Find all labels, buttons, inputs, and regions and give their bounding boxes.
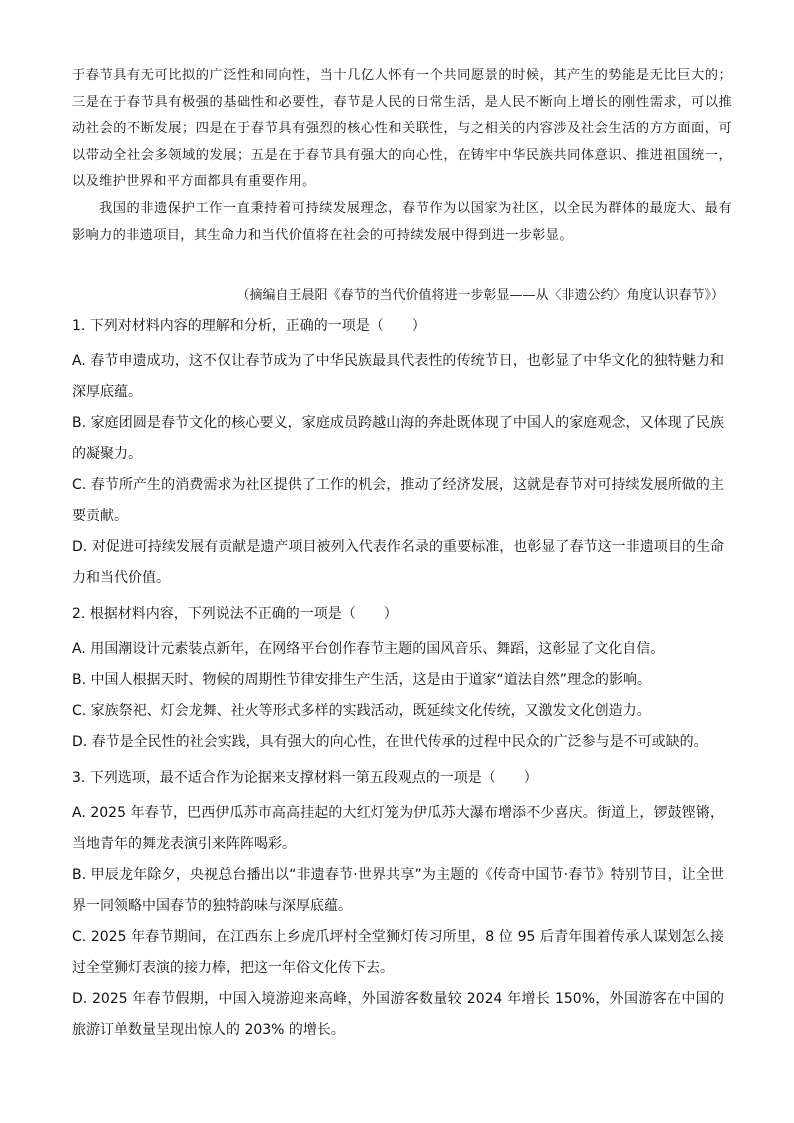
question-stem: 3. 下列选项，最不适合作为论据来支撑材料一第五段观点的一项是（ ）	[72, 770, 538, 786]
option-c: C. 2025 年春节期间，在江西东上乡虎爪坪村全堂狮灯传习所里，8 位 95 后青年围着传承人谋划怎么接过全堂狮灯表演的接力棒，把这一年俗文化传下去。	[72, 929, 724, 976]
passage-source-citation: （摘编自王晨阳《春节的当代价值将进一步彰显——从〈非遗公约〉角度认识春节》）	[236, 288, 724, 303]
option-b: B. 家庭团圆是春节文化的核心要义，家庭成员跨越山海的奔赴既体现了中国人的家庭观念，又体现了民族的凝聚力。	[72, 415, 724, 462]
question-1	[72, 315, 724, 594]
passage-paragraph: 我国的非遗保护工作一直秉持着可持续发展理念，春节作为以国家为社区，以全民为群体的最庞大、最有影响力的非遗项目，其生命力和当代价值将在社会的可持续发展中得到进一步彰显。	[72, 200, 732, 243]
question-stem: 1. 下列对材料内容的理解和分析，正确的一项是（ ）	[72, 318, 426, 334]
question-2	[72, 603, 724, 758]
question-3	[72, 767, 724, 1046]
option-d: D. 春节是全民性的社会实践，具有强大的向心性，在世代传承的过程中民众的广泛参与是不可或缺的。	[72, 734, 708, 750]
option-d: D. 2025 年春节假期，中国入境游迎来高峰，外国游客数量较 2024 年增长 150%，外国游客在中国的旅游订单数量呈现出惊人的 203% 的增长。	[72, 991, 724, 1038]
option-a: A. 春节申遗成功，这不仅让春节成为了中华民族最具代表性的传统节日，也彰显了中华文化的独特魅力和深厚底蕴。	[72, 353, 724, 400]
passage-paragraph: 于春节具有无可比拟的广泛性和同向性，当十几亿人怀有一个共同愿景的时候，其产生的势能是无比巨大的；三是在于春节具有极强的基础性和必要性，春节是人民的日常生活，是人民不断向上增长的刚性需求，可以推动社会的不断发展；四是在于春节具有强烈的核心性和关联性，与之相关的内容涉及社会生活的方方面面，可以带动全社会多领域的发展；五是在于春节具有强大的向心性，在铸牢中华民族共同体意识、推进祖国统一，以及维护世界和平方面都具有重要作用。	[72, 68, 732, 190]
option-b: B. 中国人根据天时、物候的周期性节律安排生产生活，这是由于道家“道法自然”理念的影响。	[72, 672, 652, 688]
option-b: B. 甲辰龙年除夕，央视总台播出以“非遗春节·世界共享”为主题的《传奇中国节·春节》特别节目，让全世界一同领略中国春节的独特韵味与深厚底蕴。	[72, 867, 724, 914]
option-c: C. 家族祭祀、灯会龙舞、社火等形式多样的实践活动，既延续文化传统，又激发文化创造力。	[72, 703, 651, 719]
option-a: A. 2025 年春节，巴西伊瓜苏市高高挂起的大红灯笼为伊瓜苏大瀑布增添不少喜庆。街道上，锣鼓铿锵，当地青年的舞龙表演引来阵阵喝彩。	[72, 805, 724, 852]
option-d: D. 对促进可持续发展有贡献是遗产项目被列入代表作名录的重要标准，也彰显了春节这一非遗项目的生命力和当代价值。	[72, 539, 724, 586]
option-c: C. 春节所产生的消费需求为社区提供了工作的机会，推动了经济发展，这就是春节对可持续发展所做的主要贡献。	[72, 477, 724, 524]
option-a: A. 用国潮设计元素装点新年，在网络平台创作春节主题的国风音乐、舞蹈，这彰显了文化自信。	[72, 641, 665, 657]
question-list	[72, 315, 724, 1046]
question-stem: 2. 根据材料内容，下列说法不正确的一项是（ ）	[72, 606, 398, 622]
reading-passage	[72, 63, 732, 249]
